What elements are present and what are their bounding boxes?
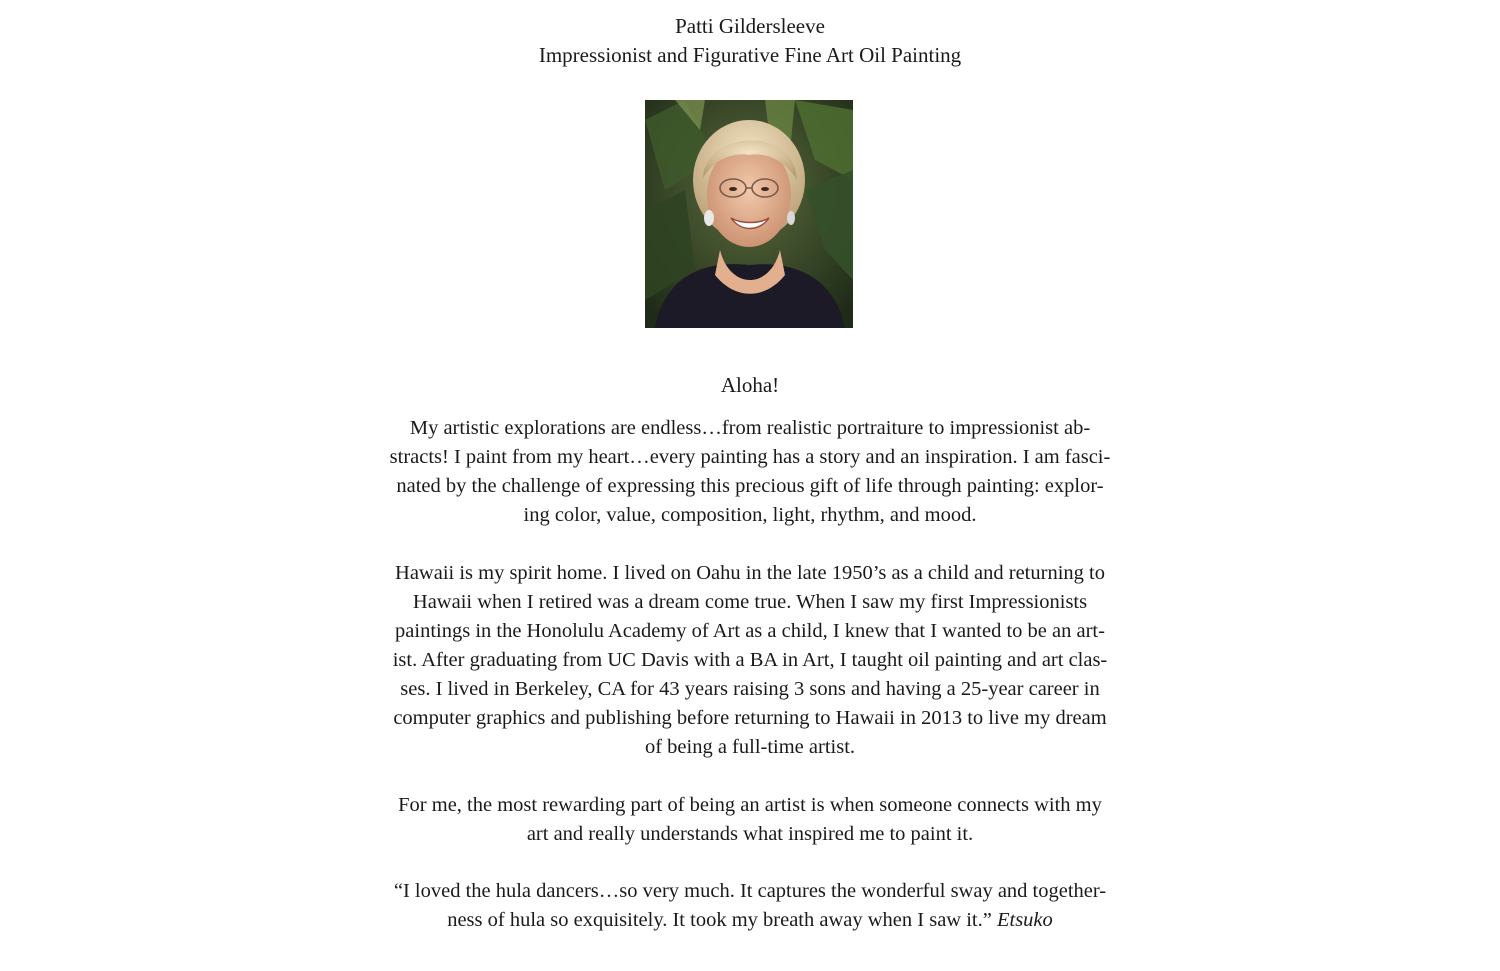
- testimonial-text: ness of hula so exquisitely. It took my breath away when I saw it.”: [447, 909, 992, 931]
- text-line: ing color, value, composition, light, rhythm, and mood.: [523, 504, 977, 526]
- text-line: ses. I lived in Berkeley, CA for 43 years raising 3 sons and having a 25-year career in: [400, 678, 1100, 700]
- greeting-heading: Aloha!: [720, 373, 780, 397]
- artist-subtitle: Impressionist and Figurative Fine Art Oil Painting: [538, 43, 962, 67]
- text-line: “I loved the hula dancers…so very much. It captures the wonderful sway and together-: [393, 880, 1107, 902]
- text-line: For me, the most rewarding part of being an artist is when someone connects with my: [398, 794, 1102, 816]
- text-line: computer graphics and publishing before returning to Hawaii in 2013 to live my dream: [393, 707, 1107, 729]
- text-line: My artistic explorations are endless…from realistic portraiture to impressionist ab-: [409, 417, 1091, 439]
- text-line: [330, 906, 1170, 935]
- testimonial-quote: [330, 877, 1170, 935]
- text-line: art and really understands what inspired me to paint it.: [526, 823, 974, 845]
- testimonial-attribution: Etsuko: [996, 909, 1053, 931]
- text-line: paintings in the Honolulu Academy of Art as a child, I knew that I wanted to be an art-: [395, 620, 1105, 642]
- document-header: [0, 12, 1500, 70]
- text-line: Hawaii is my spirit home. I lived on Oahu in the late 1950’s as a child and returning to: [395, 562, 1105, 584]
- text-line: of being a full-time artist.: [644, 736, 856, 758]
- bio-paragraph-1: [330, 414, 1170, 530]
- bio-paragraph-2: [330, 559, 1170, 762]
- bio-paragraph-3: [330, 791, 1170, 849]
- artist-name: Patti Gildersleeve: [675, 14, 825, 38]
- text-line: stracts! I paint from my heart…every painting has a story and an inspiration. I am fasci-: [389, 446, 1111, 468]
- text-line: nated by the challenge of expressing this precious gift of life through painting: explor-: [396, 475, 1104, 497]
- text-line: ist. After graduating from UC Davis with a BA in Art, I taught oil painting and art clas-: [392, 649, 1108, 671]
- artist-portrait-photo: [645, 100, 853, 328]
- text-line: Hawaii when I retired was a dream come true. When I saw my first Impressionists: [412, 591, 1088, 613]
